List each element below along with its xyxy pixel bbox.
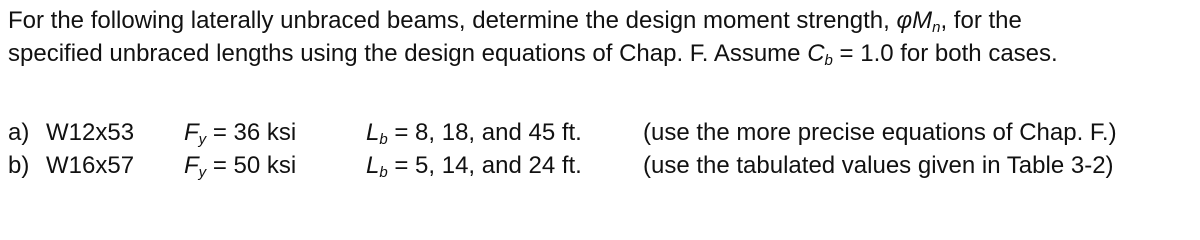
problem-intro [8,4,1198,70]
moment-symbol: M [912,7,933,34]
fy-subscript: y [198,131,207,148]
fy-subscript: y [198,164,207,181]
yield-stress [184,149,296,183]
lb-value: = 8, 18, and 45 ft. [387,119,582,146]
beam-shape: W16x57 [46,152,135,179]
fy-value: = 50 ksi [206,152,297,179]
cb-subscript: b [824,52,833,69]
moment-subscript: n [932,19,941,36]
unbraced-lengths [366,116,582,150]
intro-line-1-prefix: For the following laterally unbraced beams, determine the design moment strength, [8,7,897,34]
fy-value: = 36 ksi [206,119,297,146]
lb-subscript: b [379,164,388,181]
yield-stress [184,116,296,150]
intro-line-2 [8,37,1198,70]
intro-line-1-suffix: , for the [940,7,1022,34]
lb-symbol: L [366,119,380,146]
method-note: (use the more precise equations of Chap. F.) [643,119,1117,146]
fy-symbol: F [184,152,199,179]
lb-subscript: b [379,131,388,148]
fy-symbol: F [184,119,199,146]
case-label: a) [8,119,30,146]
lb-value: = 5, 14, and 24 ft. [387,152,582,179]
lb-symbol: L [366,152,380,179]
case-label: b) [8,152,30,179]
intro-line-2-prefix: specified unbraced lengths using the design equations of Chap. F. Assume [8,40,808,67]
unbraced-lengths [366,149,582,183]
case-row-b [8,149,1198,183]
intro-line-2-suffix: = 1.0 for both cases. [832,40,1058,67]
case-row-a [8,116,1198,150]
method-note: (use the tabulated values given in Table 3-2) [643,152,1114,179]
beam-shape: W12x53 [46,119,135,146]
phi-symbol: φ [896,7,913,34]
cb-symbol: C [807,40,825,67]
intro-line-1 [8,4,1198,37]
